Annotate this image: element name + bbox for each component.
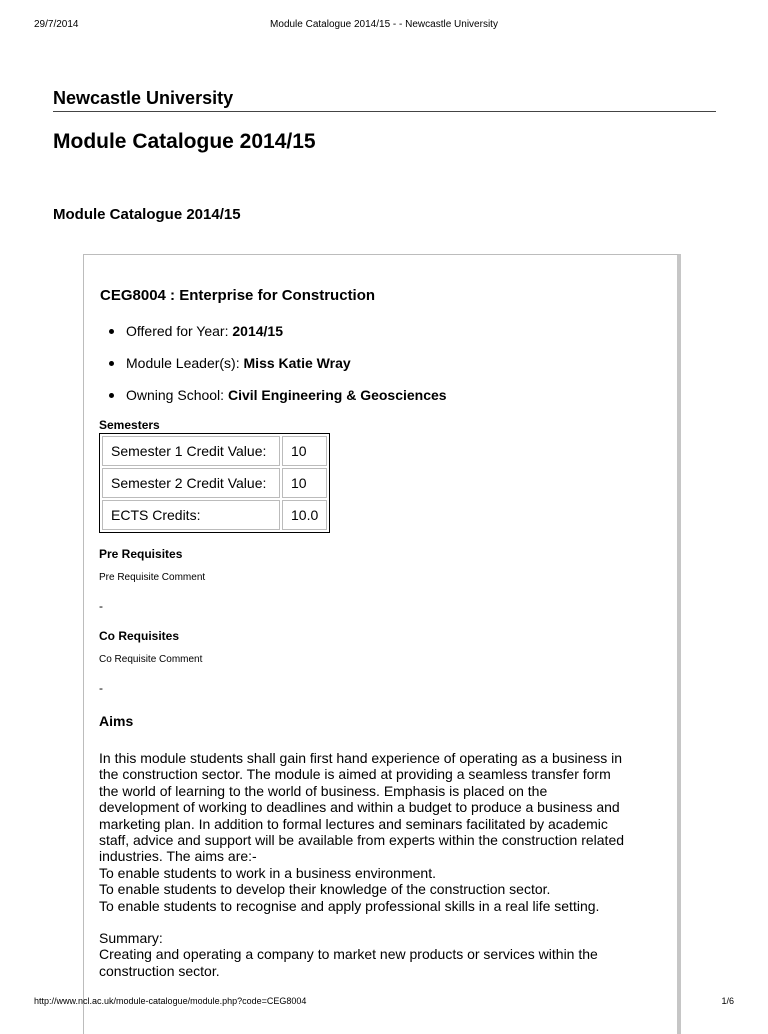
- page-subtitle: Module Catalogue 2014/15: [53, 206, 241, 223]
- aims-line: development of working to deadlines and within a budget to produce a business and: [99, 799, 620, 816]
- credit-label: Semester 1 Credit Value:: [102, 436, 280, 466]
- info-label: Module Leader(s):: [126, 355, 240, 371]
- module-heading: CEG8004 : Enterprise for Construction: [100, 287, 376, 304]
- info-label: Owning School:: [126, 387, 225, 403]
- aims-line: the construction sector. The module is aimed at providing a seamless transfer form: [99, 766, 611, 783]
- aims-line: In this module students shall gain first hand experience of operating as a business in: [99, 750, 622, 766]
- info-value: Civil Engineering & Geosciences: [227, 387, 447, 403]
- print-header: [34, 18, 734, 32]
- summary-line: construction sector.: [99, 962, 220, 979]
- aims-line: To enable students to develop their knowledge of the construction sector.: [99, 881, 551, 898]
- aims-line: To enable students to recognise and apply professional skills in a real life setting.: [99, 897, 600, 914]
- footer-page-number: 1/6: [721, 996, 734, 1006]
- paragraph-gap: [99, 914, 669, 930]
- pre-requisite-comment: -: [99, 599, 103, 613]
- credit-value: 10: [282, 468, 327, 498]
- module-info-list: [100, 321, 447, 417]
- footer-url: http://www.ncl.ac.uk/module-catalogue/module.php?code=CEG8004: [34, 996, 307, 1006]
- list-item: [100, 385, 447, 417]
- site-title-divider: [53, 111, 716, 112]
- co-requisite-comment-label: Co Requisite Comment: [99, 654, 203, 665]
- print-title: Module Catalogue 2014/15 - - Newcastle University: [270, 19, 498, 30]
- aims-line: staff, advice and support will be available from experts within the construction related: [99, 832, 625, 849]
- info-label: Offered for Year:: [126, 323, 229, 339]
- aims-line: marketing plan. In addition to formal lectures and seminars facilitated by academic: [99, 815, 608, 832]
- aims-line: industries. The aims are:-: [99, 848, 257, 865]
- credit-label: ECTS Credits:: [102, 500, 280, 530]
- credit-value: 10: [282, 436, 327, 466]
- module-panel: [83, 254, 681, 1034]
- semesters-label: Semesters: [99, 418, 160, 432]
- credits-table: [99, 433, 330, 533]
- page-title: Module Catalogue 2014/15: [53, 130, 316, 153]
- print-date: 29/7/2014: [34, 19, 79, 30]
- co-requisite-comment: -: [99, 681, 103, 695]
- summary-line: Creating and operating a company to market new products or services within the: [99, 946, 598, 963]
- summary-label: Summary:: [99, 930, 163, 947]
- aims-line: the world of learning to the world of business. Emphasis is placed on the: [99, 782, 548, 799]
- aims-label: Aims: [99, 713, 134, 729]
- info-value: 2014/15: [232, 323, 283, 339]
- site-title: Newcastle University: [53, 88, 234, 108]
- pre-requisite-comment-label: Pre Requisite Comment: [99, 572, 206, 583]
- info-value: Miss Katie Wray: [243, 355, 351, 371]
- credit-value: 10.0: [282, 500, 327, 530]
- list-item: [100, 321, 447, 353]
- pre-requisites-label: Pre Requisites: [99, 547, 183, 561]
- list-item: [100, 353, 447, 385]
- credit-label: Semester 2 Credit Value:: [102, 468, 280, 498]
- aims-line: To enable students to work in a business environment.: [99, 864, 436, 881]
- co-requisites-label: Co Requisites: [99, 629, 180, 643]
- table-row: [102, 500, 327, 530]
- table-row: [102, 436, 327, 466]
- table-row: [102, 468, 327, 498]
- aims-text: [99, 750, 669, 979]
